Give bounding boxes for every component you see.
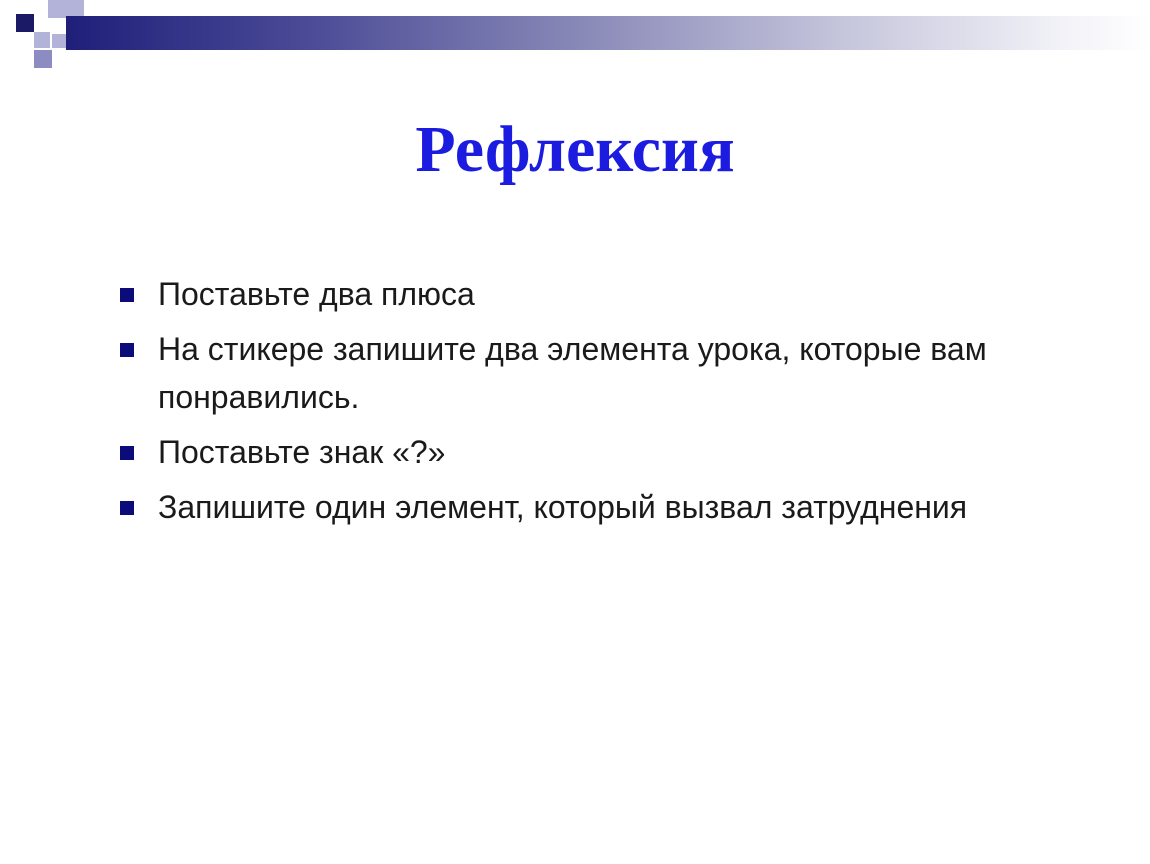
corner-square-icon bbox=[16, 14, 34, 32]
header-decoration-bar bbox=[66, 16, 1150, 50]
bullet-text: Поставьте знак «?» bbox=[158, 434, 446, 470]
corner-square-icon bbox=[34, 32, 50, 48]
bullet-text: Поставьте два плюса bbox=[158, 276, 475, 312]
list-item bbox=[120, 270, 1060, 318]
corner-square-icon bbox=[34, 50, 52, 68]
square-bullet-icon bbox=[120, 343, 134, 357]
bullet-text: Запишите один элемент, который вызвал затруднения bbox=[158, 489, 968, 525]
list-item bbox=[120, 428, 1060, 476]
list-item bbox=[120, 325, 1060, 421]
slide-title: Рефлексия bbox=[415, 113, 735, 186]
corner-square-icon bbox=[52, 34, 66, 48]
square-bullet-icon bbox=[120, 288, 134, 302]
square-bullet-icon bbox=[120, 501, 134, 515]
bullet-text: На стикере запишите два элемента урока, которые вам понравились. bbox=[158, 331, 987, 415]
corner-square-icon bbox=[66, 0, 84, 16]
corner-square-icon bbox=[48, 0, 66, 18]
bullet-list bbox=[120, 270, 1060, 538]
list-item bbox=[120, 483, 1060, 531]
square-bullet-icon bbox=[120, 446, 134, 460]
